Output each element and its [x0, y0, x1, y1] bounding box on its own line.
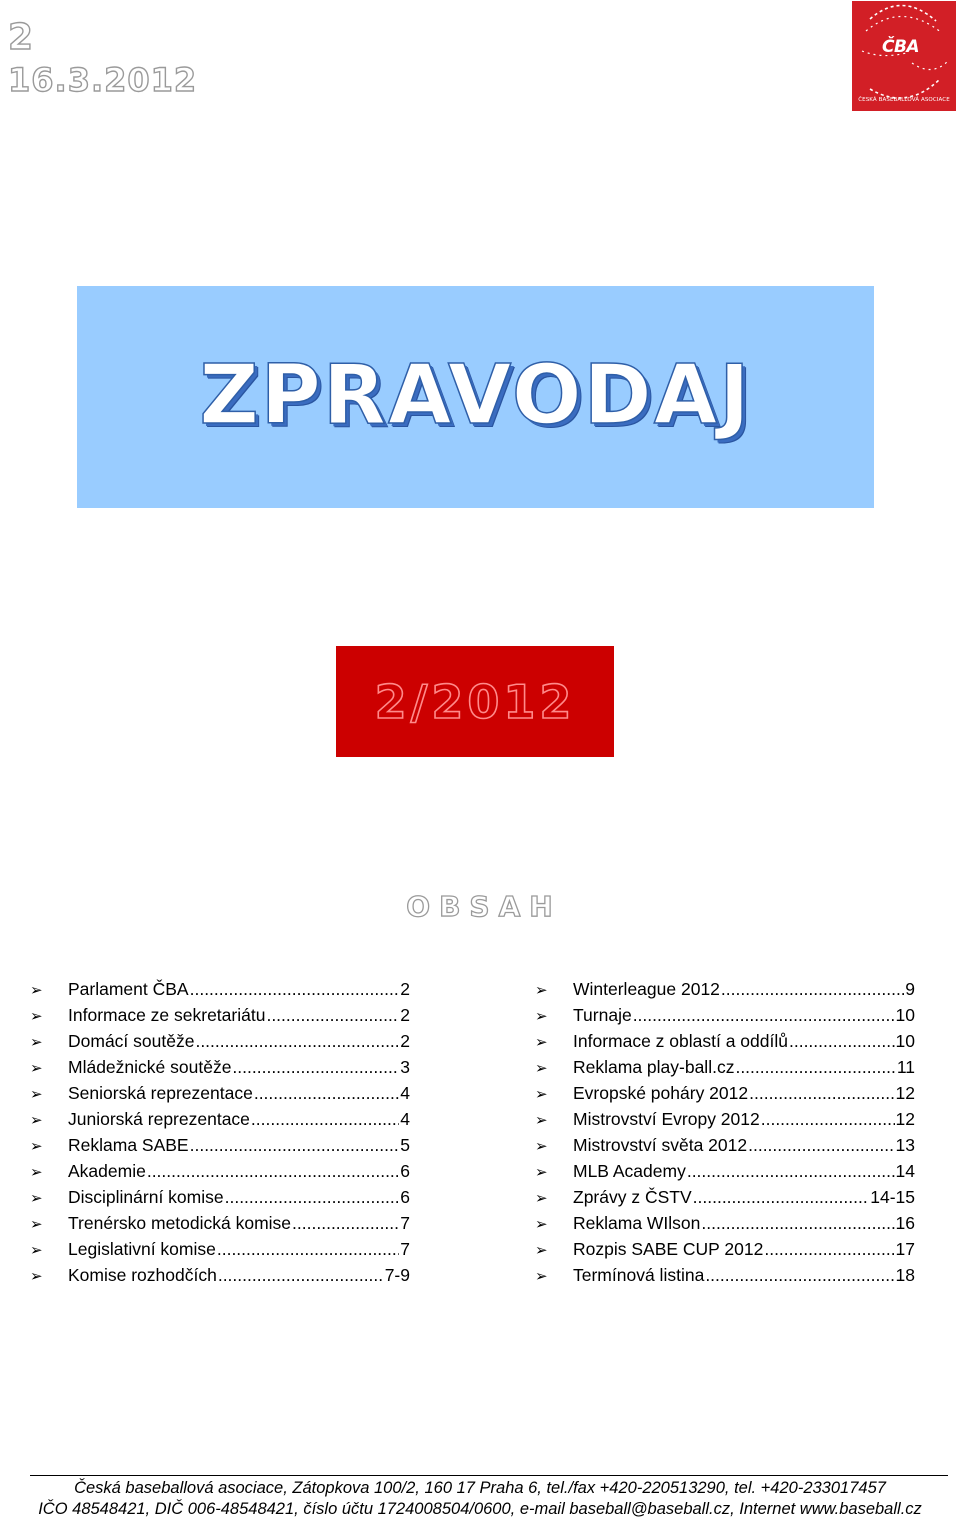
- toc-item[interactable]: [30, 1158, 410, 1184]
- toc-item-page: 3: [400, 1057, 410, 1077]
- toc-item-page: 16: [895, 1213, 915, 1233]
- toc-item-leader: [218, 1262, 384, 1288]
- arrowhead-bullet-icon: ➢: [535, 1189, 548, 1207]
- toc-item-page: 5: [400, 1135, 410, 1155]
- toc-item-leader: [232, 1054, 399, 1080]
- toc-item-leader: [749, 1080, 894, 1106]
- toc-item-title: Informace z oblastí a oddílů: [573, 1031, 788, 1051]
- toc-item-title: Evropské poháry 2012: [573, 1083, 749, 1103]
- arrowhead-bullet-icon: ➢: [30, 1137, 43, 1155]
- arrowhead-bullet-icon: ➢: [30, 1111, 43, 1129]
- toc-item-leader: [254, 1080, 399, 1106]
- issue-label: 2/2012: [374, 675, 576, 729]
- toc-item-page: 10: [895, 1005, 915, 1025]
- toc-item-title: Parlament ČBA: [68, 979, 189, 999]
- toc-item[interactable]: [30, 1080, 410, 1106]
- toc-item[interactable]: [30, 1184, 410, 1210]
- arrowhead-bullet-icon: ➢: [535, 1267, 548, 1285]
- toc-item[interactable]: [30, 1210, 410, 1236]
- toc-item-leader: [735, 1054, 895, 1080]
- toc-item-page: 14-15: [870, 1187, 915, 1207]
- toc-item[interactable]: [535, 1132, 915, 1158]
- toc-item[interactable]: [535, 976, 915, 1002]
- toc-item[interactable]: [30, 1236, 410, 1262]
- toc-item-title: Mistrovství Evropy 2012: [573, 1109, 760, 1129]
- toc-item-page: 6: [400, 1161, 410, 1181]
- toc-item-page: 12: [895, 1109, 915, 1129]
- toc-item-title: Domácí soutěže: [68, 1031, 195, 1051]
- arrowhead-bullet-icon: ➢: [30, 1059, 43, 1077]
- toc-item-title: Rozpis SABE CUP 2012: [573, 1239, 764, 1259]
- toc-item[interactable]: [30, 1106, 410, 1132]
- toc-item-page: 14: [895, 1161, 915, 1181]
- toc-item-title: Termínová listina: [573, 1265, 705, 1285]
- toc-item-page: 13: [895, 1135, 915, 1155]
- toc-item-leader: [748, 1132, 894, 1158]
- toc-item-page: 17: [895, 1239, 915, 1259]
- toc-item-page: 7-9: [384, 1265, 410, 1285]
- toc-item-title: Juniorská reprezentace: [68, 1109, 250, 1129]
- toc-item[interactable]: [535, 1106, 915, 1132]
- toc-item-leader: [190, 976, 400, 1002]
- toc-item-title: Akademie: [68, 1161, 146, 1181]
- toc-item-page: 7: [400, 1239, 410, 1259]
- arrowhead-bullet-icon: ➢: [30, 981, 43, 999]
- toc-item-leader: [251, 1106, 399, 1132]
- toc-item-leader: [761, 1106, 895, 1132]
- toc-item-title: MLB Academy: [573, 1161, 686, 1181]
- toc-item[interactable]: [30, 1262, 410, 1288]
- toc-item-title: Winterleague 2012: [573, 979, 720, 999]
- toc-item[interactable]: [535, 1262, 915, 1288]
- toc-item-page: 11: [896, 1057, 915, 1077]
- arrowhead-bullet-icon: ➢: [30, 1085, 43, 1103]
- toc-item[interactable]: [535, 1080, 915, 1106]
- toc-item-title: Reklama WIlson: [573, 1213, 701, 1233]
- footer-ids: IČO 48548421, DIČ 006-48548421, číslo účtu 1724008504/0600, e-mail baseball@baseball.cz, Internet www.baseball.cz: [38, 1500, 922, 1518]
- toc-item[interactable]: [535, 1002, 915, 1028]
- arrowhead-bullet-icon: ➢: [535, 1137, 548, 1155]
- arrowhead-bullet-icon: ➢: [30, 1215, 43, 1233]
- toc-item-page: 4: [400, 1109, 410, 1129]
- toc-item-title: Legislativní komise: [68, 1239, 216, 1259]
- toc-item-leader: [633, 1002, 895, 1028]
- toc-item-leader: [217, 1236, 399, 1262]
- arrowhead-bullet-icon: ➢: [535, 1111, 548, 1129]
- toc-item[interactable]: [535, 1028, 915, 1054]
- toc-item[interactable]: [30, 976, 410, 1002]
- toc-item-title: Mládežnické soutěže: [68, 1057, 232, 1077]
- toc-item-page: 18: [895, 1265, 915, 1285]
- toc-item-title: Reklama SABE: [68, 1135, 189, 1155]
- footer-divider: [30, 1475, 948, 1476]
- arrowhead-bullet-icon: ➢: [30, 1241, 43, 1259]
- logo-caption: ČESKÁ BASEBALLOVÁ ASOCIACE: [858, 97, 950, 103]
- issue-date: 16.3.2012: [8, 61, 198, 99]
- arrowhead-bullet-icon: ➢: [535, 1007, 548, 1025]
- footer: [0, 1478, 960, 1520]
- toc-item-page: 9: [905, 979, 915, 999]
- toc-item-title: Reklama play-ball.cz: [573, 1057, 735, 1077]
- arrowhead-bullet-icon: ➢: [30, 1007, 43, 1025]
- arrowhead-bullet-icon: ➢: [535, 1215, 548, 1233]
- arrowhead-bullet-icon: ➢: [30, 1163, 43, 1181]
- toc-item[interactable]: [535, 1184, 915, 1210]
- toc-item-title: Zprávy z ČSTV: [573, 1187, 692, 1207]
- toc-item[interactable]: [535, 1054, 915, 1080]
- toc-item-leader: [225, 1184, 400, 1210]
- toc-item-leader: [292, 1210, 399, 1236]
- toc-item-title: Mistrovství světa 2012: [573, 1135, 748, 1155]
- toc-item-leader: [147, 1158, 399, 1184]
- toc-item[interactable]: [30, 1028, 410, 1054]
- toc-item-title: Seniorská reprezentace: [68, 1083, 253, 1103]
- toc-item-leader: [721, 976, 904, 1002]
- toc-item-page: 10: [895, 1031, 915, 1051]
- arrowhead-bullet-icon: ➢: [30, 1267, 43, 1285]
- toc-item[interactable]: [30, 1132, 410, 1158]
- toc-item-leader: [764, 1236, 894, 1262]
- toc-item-page: 2: [400, 979, 410, 999]
- toc-heading: OBSAH: [406, 890, 562, 923]
- issue-banner: [336, 646, 614, 757]
- toc-item-title: Turnaje: [573, 1005, 632, 1025]
- arrowhead-bullet-icon: ➢: [535, 1085, 548, 1103]
- toc-item-leader: [195, 1028, 399, 1054]
- title-banner: [77, 286, 874, 508]
- toc-item-leader: [693, 1184, 870, 1210]
- toc-item[interactable]: [30, 1054, 410, 1080]
- toc-item-title: Informace ze sekretariátu: [68, 1005, 266, 1025]
- toc-item-leader: [705, 1262, 894, 1288]
- toc-item[interactable]: [30, 1002, 410, 1028]
- toc-item-page: 2: [400, 1005, 410, 1025]
- toc-item-leader: [190, 1132, 400, 1158]
- toc-item-title: Trenérsko metodická komise: [68, 1213, 292, 1233]
- toc-item-page: 6: [400, 1187, 410, 1207]
- toc-item-page: 12: [895, 1083, 915, 1103]
- logo-text: ČBA: [882, 37, 920, 57]
- toc-item-page: 7: [400, 1213, 410, 1233]
- cba-logo: [852, 1, 956, 111]
- toc-item-leader: [789, 1028, 895, 1054]
- arrowhead-bullet-icon: ➢: [30, 1189, 43, 1207]
- toc-item-leader: [701, 1210, 894, 1236]
- page-title: ZPRAVODAJ: [199, 348, 752, 443]
- toc-item[interactable]: [535, 1236, 915, 1262]
- toc-item-title: Komise rozhodčích: [68, 1265, 217, 1285]
- toc-item-leader: [687, 1158, 895, 1184]
- arrowhead-bullet-icon: ➢: [535, 1163, 548, 1181]
- arrowhead-bullet-icon: ➢: [535, 1033, 548, 1051]
- toc-item-page: 2: [400, 1031, 410, 1051]
- toc-item[interactable]: [535, 1158, 915, 1184]
- toc-left-column: [30, 976, 410, 1288]
- toc-item-leader: [266, 1002, 399, 1028]
- arrowhead-bullet-icon: ➢: [30, 1033, 43, 1051]
- toc-right-column: [535, 976, 915, 1288]
- arrowhead-bullet-icon: ➢: [535, 1241, 548, 1259]
- footer-address: Česká baseballová asociace, Zátopkova 100/2, 160 17 Praha 6, tel./fax +420-220513290, tel. +420-233017457: [74, 1479, 886, 1497]
- toc-item-title: Disciplinární komise: [68, 1187, 224, 1207]
- issue-number: 2: [8, 17, 35, 58]
- toc-item[interactable]: [535, 1210, 915, 1236]
- toc-item-page: 4: [400, 1083, 410, 1103]
- arrowhead-bullet-icon: ➢: [535, 1059, 548, 1077]
- arrowhead-bullet-icon: ➢: [535, 981, 548, 999]
